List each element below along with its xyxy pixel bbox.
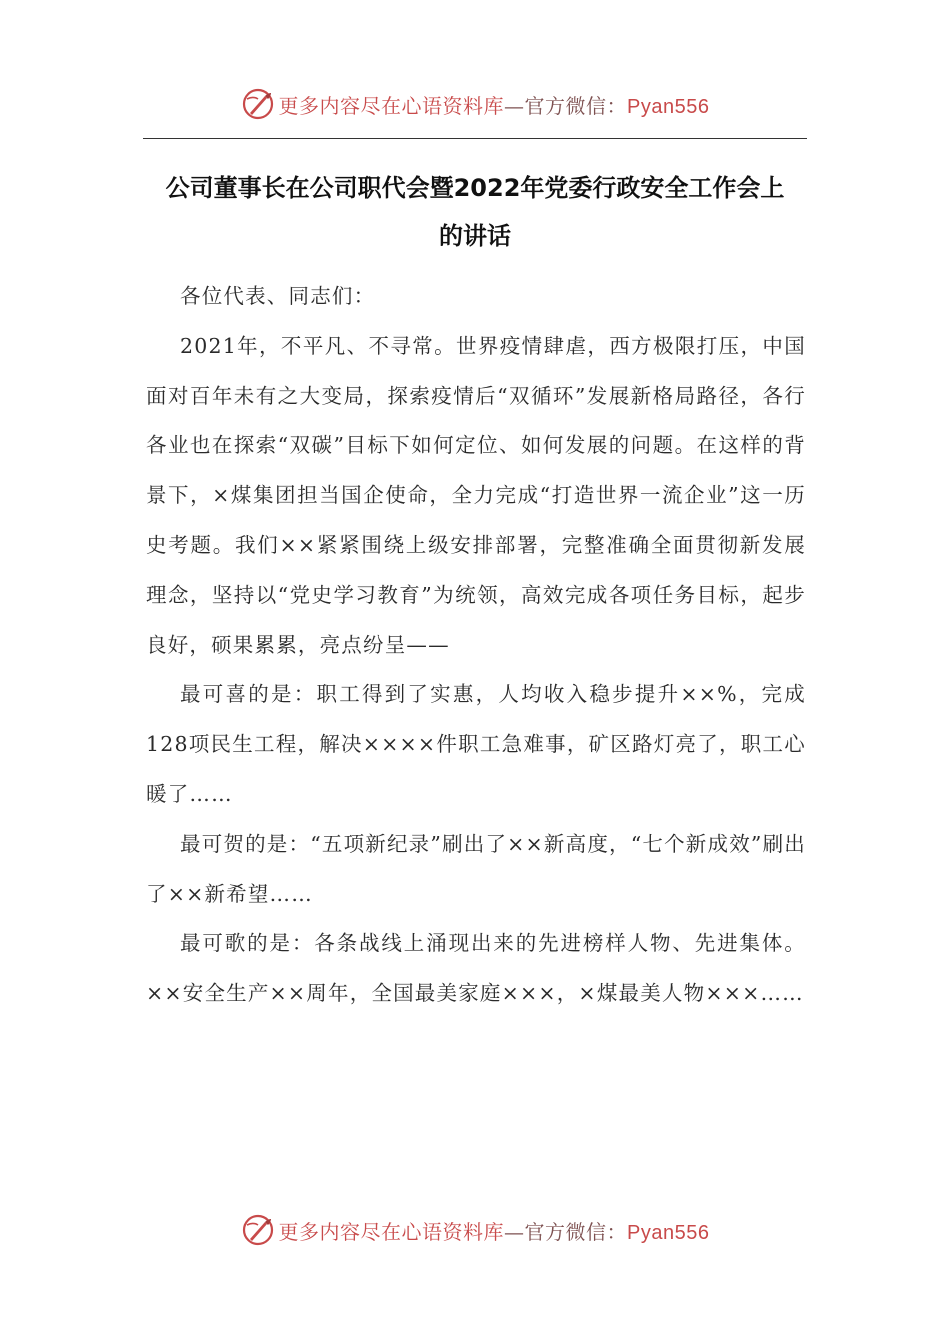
greeting: 各位代表、同志们： bbox=[180, 284, 376, 308]
banner-dash: — bbox=[504, 1219, 525, 1244]
banner-text bbox=[279, 90, 710, 119]
banner-wechat-id: Pyan556 bbox=[627, 95, 710, 118]
title-line-2: 的讲话 bbox=[439, 222, 511, 250]
document-title bbox=[143, 164, 807, 260]
banner-dash: — bbox=[504, 93, 525, 118]
banner-text bbox=[279, 1216, 710, 1245]
banner-main-text: 更多内容尽在心语资料库 bbox=[278, 93, 505, 118]
document-body bbox=[146, 272, 806, 1019]
header-divider bbox=[143, 138, 807, 139]
banner-wechat-label: 官方微信： bbox=[524, 1219, 628, 1244]
banner-wechat-label: 官方微信： bbox=[524, 93, 628, 118]
quill-pen-logo-icon bbox=[241, 87, 275, 121]
banner-main-text: 更多内容尽在心语资料库 bbox=[278, 1219, 505, 1244]
title-line-1: 公司董事长在公司职代会暨2022年党委行政安全工作会上 bbox=[165, 174, 785, 202]
quill-pen-logo-icon bbox=[241, 1213, 275, 1247]
banner-wechat-id: Pyan556 bbox=[627, 1221, 710, 1244]
header-banner bbox=[0, 84, 950, 124]
paragraph: 最可贺的是：“五项新纪录”刷出了××新高度，“七个新成效”刷出了××新希望…… bbox=[146, 831, 806, 906]
paragraph: 最可歌的是：各条战线上涌现出来的先进榜样人物、先进集体。××安全生产××周年，全国最美家庭×××，×煤最美人物×××…… bbox=[146, 931, 806, 1006]
paragraph: 2021年，不平凡、不寻常。世界疫情肆虐，西方极限打压，中国面对百年未有之大变局，探索疫情后“双循环”发展新格局路径，各行各业也在探索“双碳”目标下如何定位、如何发展的问题。在这样的背景下，×煤集团担当国企使命，全力完成“打造世界一流企业”这一历史考题。我们××紧紧围绕上级安排部署，完整准确全面贯彻新发展理念，坚持以“党史学习教育”为统领，高效完成各项任务目标，起步良好，硕果累累，亮点纷呈—— bbox=[146, 333, 806, 657]
footer-banner bbox=[0, 1210, 950, 1250]
paragraph: 最可喜的是：职工得到了实惠，人均收入稳步提升××%，完成128项民生工程，解决××××件职工急难事，矿区路灯亮了，职工心暖了…… bbox=[146, 682, 806, 806]
